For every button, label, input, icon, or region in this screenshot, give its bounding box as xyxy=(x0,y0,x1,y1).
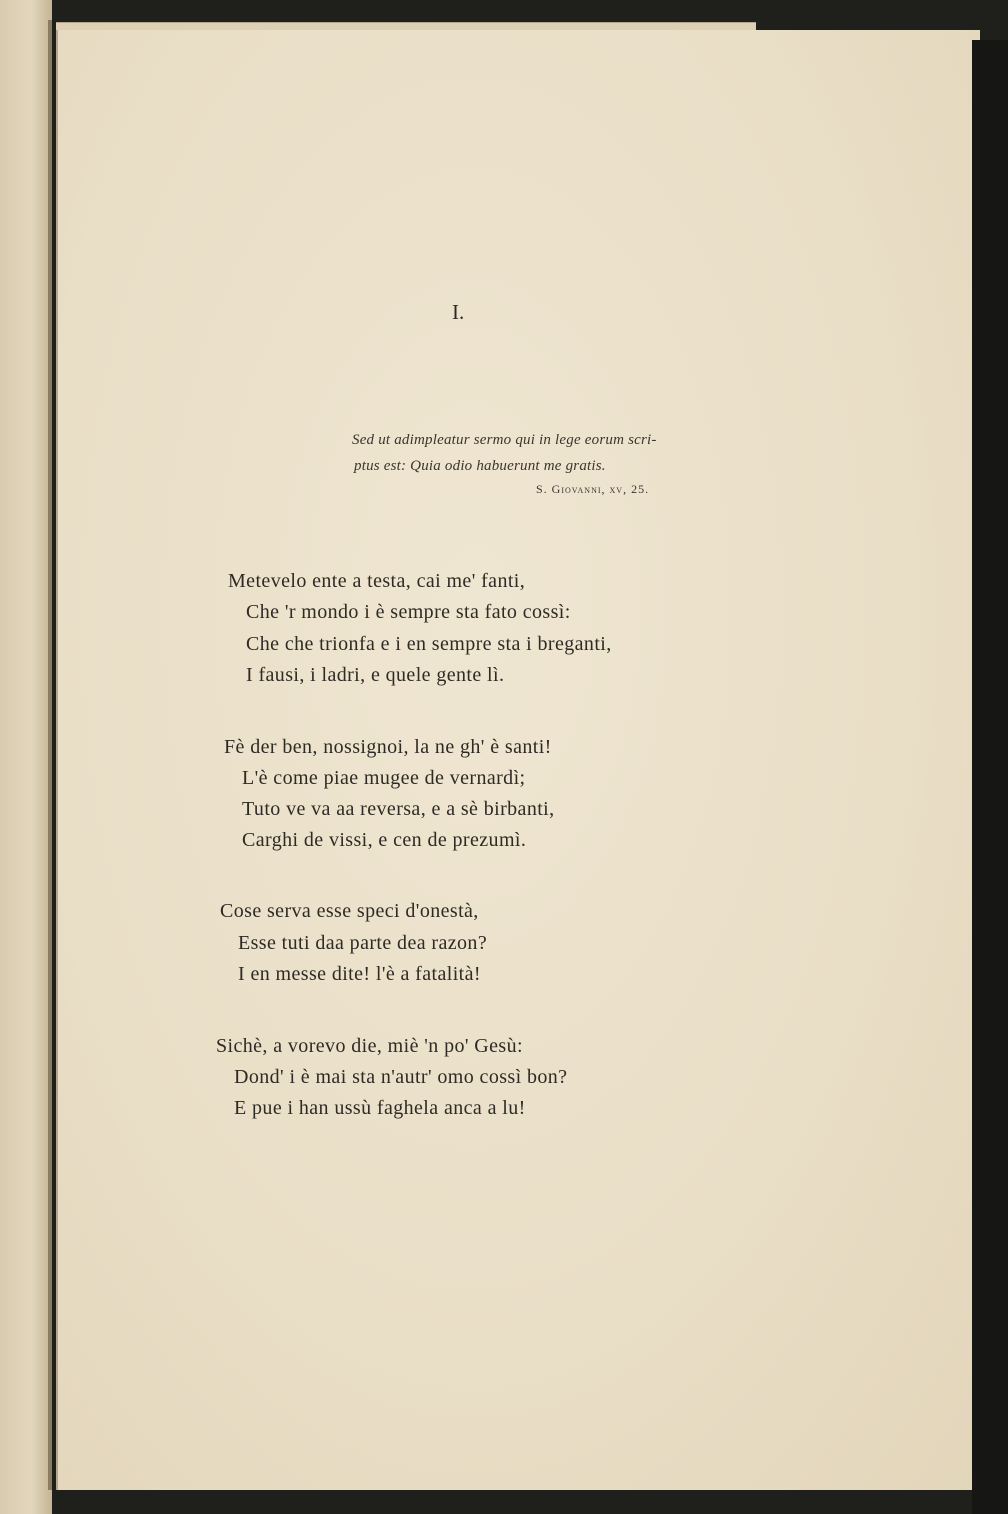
page-outer-shadow xyxy=(972,40,1008,1514)
verse-line: E pue i han ussù faghela anca a lu! xyxy=(234,1097,526,1119)
verse-line: Tuto ve va aa reversa, e a sè birbanti, xyxy=(242,798,555,820)
poem-number-heading: I. xyxy=(452,300,465,324)
left-page-margin xyxy=(0,0,52,1514)
book-gutter xyxy=(48,20,52,1490)
verse-line: Sichè, a vorevo die, miè 'n po' Gesù: xyxy=(216,1035,523,1057)
verse-line: Fè der ben, nossignoi, la ne gh' è santi! xyxy=(224,736,552,758)
verse-line: Metevelo ente a testa, cai me' fanti, xyxy=(228,570,526,592)
verse-line: Cose serva esse speci d'onestà, xyxy=(220,900,479,922)
epigraph-line: Sed ut adimpleatur sermo qui in lege eorum scri- xyxy=(352,432,657,448)
verse-line: L'è come piae mugee de vernardì; xyxy=(242,767,526,789)
verse-line: I fausi, i ladri, e quele gente lì. xyxy=(246,664,505,686)
verse-line: Che 'r mondo i è sempre sta fato cossì: xyxy=(246,601,571,623)
right-page xyxy=(56,30,980,1490)
verse-line: Che che trionfa e i en sempre sta i breganti, xyxy=(246,633,612,655)
epigraph-attribution: S. Giovanni, xv, 25. xyxy=(536,482,650,496)
verse-line: I en messe dite! l'è a fatalità! xyxy=(238,963,481,985)
epigraph-line: ptus est: Quia odio habuerunt me gratis. xyxy=(354,458,606,474)
verse-line: Dond' i è mai sta n'autr' omo cossì bon? xyxy=(234,1066,568,1088)
verse-line: Esse tuti daa parte dea razon? xyxy=(238,932,488,954)
verse-line: Carghi de vissi, e cen de prezumì. xyxy=(242,829,527,851)
